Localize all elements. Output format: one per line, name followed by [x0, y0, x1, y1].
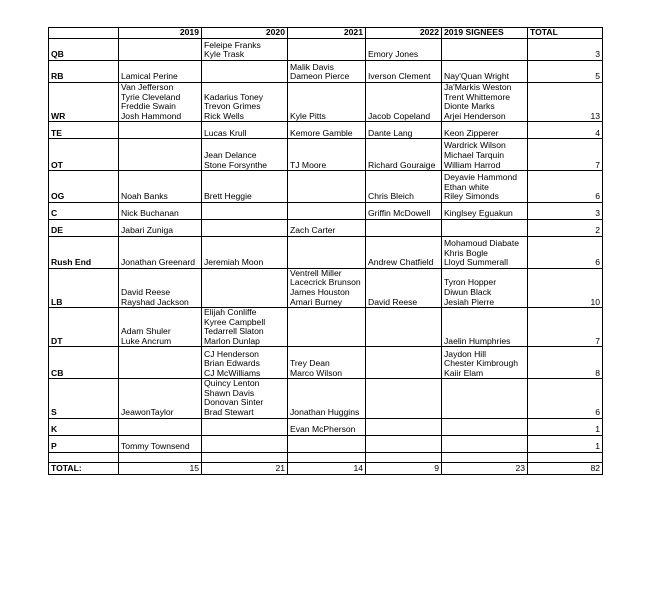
player-name: Brett Heggie [204, 191, 252, 202]
row-total: 6 [528, 171, 603, 203]
position-row [49, 379, 603, 418]
cell-2022 [366, 219, 442, 236]
row-total: 1 [528, 418, 603, 435]
position-row [49, 122, 603, 139]
cell-2021 [288, 171, 366, 203]
cell-2020 [202, 202, 288, 219]
player-name: Tommy Townsend [121, 441, 190, 452]
cell-2022 [366, 122, 442, 139]
cell-2021 [288, 236, 366, 268]
cell-2022 [366, 139, 442, 171]
cell-2019 [119, 418, 202, 435]
player-name: Quincy Lenton [204, 378, 260, 389]
player-name: Rayshad Jackson [121, 296, 189, 307]
cell-2019 [119, 308, 202, 347]
cell-2020 [202, 122, 288, 139]
position-label: K [49, 418, 119, 435]
player-name: Lamical Perine [121, 71, 178, 82]
player-name: Lloyd Summerall [444, 257, 508, 268]
player-name: Griffin McDowell [368, 208, 431, 219]
player-name: David Reese [368, 296, 418, 307]
cell-2019 [119, 171, 202, 203]
position-row [49, 60, 603, 82]
player-name: Jaelin Humphries [444, 335, 511, 346]
cell-signees [442, 139, 528, 171]
position-row [49, 202, 603, 219]
cell-2021 [288, 435, 366, 452]
position-label: P [49, 435, 119, 452]
player-name: Andrew Chatfield [368, 257, 434, 268]
cell-2020 [202, 236, 288, 268]
cell-2019 [119, 202, 202, 219]
position-label: WR [49, 82, 119, 121]
player-name: Nay'Quan Wright [444, 71, 510, 82]
player-name: Tyron Hopper [444, 277, 497, 288]
position-label: LB [49, 268, 119, 307]
cell-2022 [366, 171, 442, 203]
player-name: Tedarrell Slaton [204, 326, 264, 337]
position-row [49, 418, 603, 435]
totals-row [49, 462, 603, 474]
cell-signees [442, 171, 528, 203]
cell-2021 [288, 82, 366, 121]
cell-2021 [288, 219, 366, 236]
player-name: Ethan white [444, 181, 489, 192]
cell-2019 [119, 60, 202, 82]
player-name: Noah Banks [121, 191, 168, 202]
player-name: Jaydon Hill [444, 348, 487, 359]
player-name: Nick Buchanan [121, 208, 179, 219]
player-name: Dameon Pierce [290, 71, 350, 82]
player-name: Kyle Trask [204, 49, 245, 60]
player-name: Jonathan Greenard [121, 257, 196, 268]
row-total: 4 [528, 122, 603, 139]
cell-signees [442, 122, 528, 139]
total-2019: 15 [119, 462, 202, 474]
cell-2021 [288, 139, 366, 171]
player-name: Brian Edwards [204, 358, 260, 369]
player-name: Khris Bogle [444, 247, 488, 258]
cell-2019 [119, 435, 202, 452]
position-label: S [49, 379, 119, 418]
cell-2020 [202, 38, 288, 60]
header-total: TOTAL [528, 28, 603, 39]
cell-2020 [202, 268, 288, 307]
roster-table [48, 27, 603, 475]
position-row [49, 38, 603, 60]
cell-2020 [202, 308, 288, 347]
position-row [49, 308, 603, 347]
player-name: JeawonTaylor [121, 407, 174, 418]
cell-signees [442, 268, 528, 307]
player-name: Lucas Krull [204, 127, 247, 138]
cell-2019 [119, 219, 202, 236]
player-name: Evan McPherson [290, 424, 356, 435]
cell-2019 [119, 379, 202, 418]
player-name: Ventrell Miller [290, 268, 342, 278]
player-name: Keon Zipperer [444, 127, 499, 138]
cell-2022 [366, 202, 442, 219]
header-row [49, 28, 603, 39]
cell-2022 [366, 379, 442, 418]
row-total: 5 [528, 60, 603, 82]
cell-2020 [202, 379, 288, 418]
cell-2022 [366, 268, 442, 307]
cell-2022 [366, 236, 442, 268]
cell-2021 [288, 347, 366, 379]
player-name: Ja'Markis Weston [444, 82, 512, 92]
player-name: Jonathan Huggins [290, 407, 360, 418]
player-name: Lacecrick Brunson [290, 277, 361, 288]
player-name: Michael Tarquin [444, 149, 505, 160]
player-name: Luke Ancrum [121, 335, 172, 346]
row-total: 3 [528, 202, 603, 219]
player-name: Deyavie Hammond [444, 172, 518, 183]
player-name: Van Jefferson [121, 82, 174, 92]
position-label: QB [49, 38, 119, 60]
cell-2019 [119, 236, 202, 268]
row-total: 10 [528, 268, 603, 307]
cell-2019 [119, 122, 202, 139]
header-2022: 2022 [366, 28, 442, 39]
cell-2020 [202, 82, 288, 121]
player-name: Tyrie Cleveland [121, 91, 181, 102]
player-name: Jabari Zuniga [121, 225, 174, 236]
player-name: Richard Gouraige [368, 159, 436, 170]
row-total: 6 [528, 236, 603, 268]
total-overall: 82 [528, 462, 603, 474]
player-name: Shawn Davis [204, 387, 255, 398]
player-name: CJ Henderson [204, 348, 259, 359]
header-position [49, 28, 119, 39]
player-name: Riley Simonds [444, 191, 499, 202]
cell-2021 [288, 122, 366, 139]
position-row [49, 347, 603, 379]
player-name: Jeremiah Moon [204, 257, 264, 268]
cell-2021 [288, 202, 366, 219]
cell-signees [442, 60, 528, 82]
header-signees: 2019 SIGNEES [442, 28, 528, 39]
cell-signees [442, 379, 528, 418]
player-name: Trevon Grimes [204, 101, 261, 112]
position-label: Rush End [49, 236, 119, 268]
player-name: Mohamoud Diabate [444, 237, 520, 248]
roster-body [49, 38, 603, 452]
player-name: Wardrick Wilson [444, 140, 506, 151]
cell-signees [442, 202, 528, 219]
row-total: 1 [528, 435, 603, 452]
cell-2021 [288, 268, 366, 307]
cell-2022 [366, 347, 442, 379]
player-name: Feleipe Franks [204, 39, 261, 50]
cell-2020 [202, 219, 288, 236]
total-signees: 23 [442, 462, 528, 474]
cell-signees [442, 347, 528, 379]
totals-label: TOTAL: [49, 462, 119, 474]
player-name: Chester Kimbrough [444, 358, 519, 369]
position-label: RB [49, 60, 119, 82]
player-name: Stone Forsynthe [204, 159, 268, 170]
cell-2019 [119, 347, 202, 379]
cell-signees [442, 82, 528, 121]
player-name: Amari Burney [290, 296, 343, 307]
player-name: Jacob Copeland [368, 110, 431, 121]
row-total: 2 [528, 219, 603, 236]
cell-2022 [366, 435, 442, 452]
player-name: Trey Dean [290, 358, 330, 369]
player-name: David Reese [121, 286, 171, 297]
cell-2022 [366, 418, 442, 435]
player-name: Arjei Henderson [444, 110, 506, 121]
position-row [49, 139, 603, 171]
cell-2020 [202, 435, 288, 452]
row-total: 3 [528, 38, 603, 60]
cell-signees [442, 219, 528, 236]
player-name: Donovan Sinter [204, 397, 264, 408]
player-name: Iverson Clement [368, 71, 431, 82]
position-row [49, 236, 603, 268]
position-row [49, 82, 603, 121]
position-label: OT [49, 139, 119, 171]
total-2021: 14 [288, 462, 366, 474]
row-total: 13 [528, 82, 603, 121]
position-row [49, 219, 603, 236]
cell-2019 [119, 268, 202, 307]
cell-2020 [202, 347, 288, 379]
player-name: Brad Stewart [204, 407, 254, 418]
player-name: Kyle Pitts [290, 110, 326, 121]
row-total: 7 [528, 139, 603, 171]
cell-2020 [202, 171, 288, 203]
player-name: Elijah Conliffe [204, 307, 257, 318]
total-2022: 9 [366, 462, 442, 474]
player-name: Dionte Marks [444, 101, 495, 112]
player-name: Malik Davis [290, 61, 334, 72]
total-2020: 21 [202, 462, 288, 474]
cell-2021 [288, 38, 366, 60]
row-total: 7 [528, 308, 603, 347]
position-label: OG [49, 171, 119, 203]
position-label: TE [49, 122, 119, 139]
player-name: CJ McWilliams [204, 367, 261, 378]
cell-signees [442, 418, 528, 435]
position-label: DE [49, 219, 119, 236]
position-row [49, 171, 603, 203]
player-name: Kaiir Elam [444, 367, 484, 378]
player-name: Jesiah Pierre [444, 296, 495, 307]
cell-signees [442, 308, 528, 347]
player-name: Adam Shuler [121, 326, 171, 337]
position-row [49, 268, 603, 307]
player-name: Emory Jones [368, 49, 419, 60]
player-name: Marlon Dunlap [204, 335, 260, 346]
player-name: Trent Whittemore [444, 91, 511, 102]
cell-2019 [119, 139, 202, 171]
player-name: Dante Lang [368, 127, 413, 138]
cell-2021 [288, 418, 366, 435]
position-label: CB [49, 347, 119, 379]
player-name: Kadarius Toney [204, 91, 264, 102]
cell-2022 [366, 82, 442, 121]
player-name: Josh Hammond [121, 110, 182, 121]
cell-2022 [366, 38, 442, 60]
cell-2021 [288, 60, 366, 82]
cell-signees [442, 38, 528, 60]
cell-signees [442, 435, 528, 452]
player-name: TJ Moore [290, 159, 327, 170]
player-name: Kinglsey Eguakun [444, 208, 513, 219]
player-name: Kyree Campbell [204, 316, 266, 327]
row-total: 6 [528, 379, 603, 418]
player-name: Rick Wells [204, 110, 244, 121]
player-name: Freddie Swain [121, 101, 176, 112]
header-2019: 2019 [119, 28, 202, 39]
cell-2019 [119, 38, 202, 60]
cell-2021 [288, 308, 366, 347]
player-name: Kemore Gamble [290, 127, 353, 138]
position-label: DT [49, 308, 119, 347]
player-name: Zach Carter [290, 225, 336, 236]
player-name: William Harrod [444, 159, 501, 170]
position-row [49, 435, 603, 452]
cell-2021 [288, 379, 366, 418]
player-name: Chris Bleich [368, 191, 414, 202]
player-name: Jean Delance [204, 149, 257, 160]
position-label: C [49, 202, 119, 219]
player-name: James Houston [290, 286, 350, 297]
cell-2019 [119, 82, 202, 121]
player-name: Marco Wilson [290, 367, 343, 378]
cell-2020 [202, 60, 288, 82]
spacer-row [49, 452, 603, 462]
cell-2020 [202, 139, 288, 171]
cell-2022 [366, 308, 442, 347]
player-name: Diwun Black [444, 286, 492, 297]
cell-2022 [366, 60, 442, 82]
header-2021: 2021 [288, 28, 366, 39]
row-total: 8 [528, 347, 603, 379]
header-2020: 2020 [202, 28, 288, 39]
cell-2020 [202, 418, 288, 435]
cell-signees [442, 236, 528, 268]
